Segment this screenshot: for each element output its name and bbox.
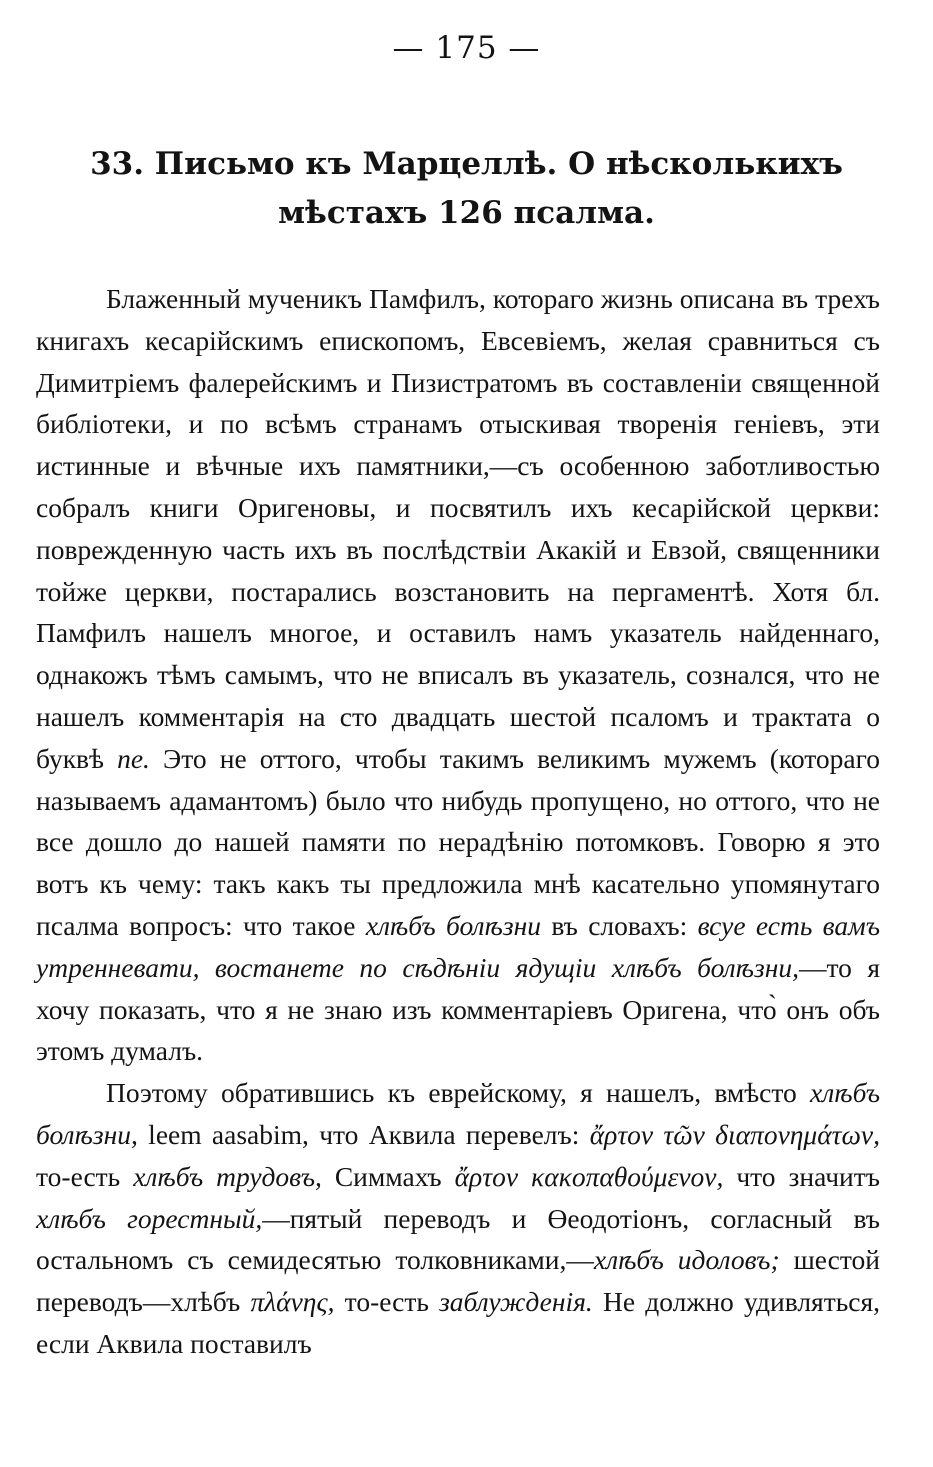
letter-heading (80, 140, 853, 238)
paragraph-1 (36, 278, 880, 1072)
italic-run: ἄρτον τῶν διαπονημάτων, (589, 1118, 880, 1150)
text-run: Поэтому обратившись къ еврейскому, я нашелъ, вмѣсто (106, 1077, 811, 1109)
page-number: — 175 — (392, 30, 541, 66)
italic-run: пе. (117, 742, 150, 774)
letter-body (36, 278, 880, 1365)
italic-run: всуе есть вамъ утренневати, востанете по сѣдѣніи ядущіи хлѣбъ болѣзни, (36, 909, 880, 983)
text-run: —то я хочу показать, что я не знаю изъ комментаріевъ Оригена, что̀ онъ объ этомъ думалъ. (36, 951, 880, 1067)
italic-run: хлѣбъ горестный, (36, 1202, 263, 1234)
italic-run: хлѣбъ болѣзни, (36, 1077, 880, 1150)
text-run: Это не оттого, чтобы такимъ великимъ мужемъ (котораго называемъ адамантомъ) было что нибудь пропущено, но оттого, что не все дошло до нашей памяти по нерадѣнію потомковъ. Говорю я это вотъ къ чему: такъ какъ ты предложила мнѣ касательно упомянутаго псалма вопросъ: что такое (36, 742, 880, 941)
text-run: Блаженный мученикъ Памфилъ, котораго жизнь описана въ трехъ книгахъ кесарійскимъ епископомъ, Евсевіемъ, желая сравниться съ Димитріемъ фалерейскимъ и Пизистратомъ въ составленіи священной библіотеки, и по всѣмъ странамъ отыскивая творенія геніевъ, эти истинные и вѣчные ихъ памятники,—съ особенною заботливостью собралъ книги Оригеновы, и посвятилъ ихъ кесарійской церкви: поврежденную часть ихъ въ послѣдствіи Акакій и Евзой, священники тойже церкви, постарались возстановить на пергаментѣ. Хотя бл. Памфилъ нашелъ многое, и оставилъ намъ указатель найденнаго, однакожъ тѣмъ самымъ, что не вписалъ въ указатель, сознался, что не нашелъ комментарія на сто двадцать шестой псаломъ и трактата о буквѣ (36, 283, 880, 774)
italic-run: хлѣбъ идоловъ; (593, 1244, 780, 1276)
text-run: leem aasabim, что Аквила перевелъ: (137, 1118, 590, 1150)
text-run: въ словахъ: (541, 909, 698, 941)
italic-run: хлѣбъ трудовъ, (133, 1160, 322, 1192)
text-run: что значитъ (723, 1160, 880, 1192)
text-run: шестой переводъ—хлѣбъ (36, 1244, 880, 1318)
heading-line-2: мѣстахъ 126 псалма. (278, 195, 655, 231)
text-run: то-есть (36, 1160, 134, 1192)
italic-run: заблужденія. (439, 1286, 593, 1318)
italic-run: ἄρτον κακοπαθούμενον, (454, 1160, 724, 1192)
text-run: Симмахъ (321, 1160, 455, 1192)
text-run: Не должно удивляться, если Аквила поставилъ (36, 1286, 880, 1359)
paragraph-2 (36, 1072, 880, 1365)
italic-run: πλάνης, (250, 1286, 335, 1318)
text-run: то-есть (334, 1286, 440, 1318)
heading-line-1: 33. Письмо къ Марцеллѣ. О нѣсколькихъ (90, 146, 843, 182)
text-run: —пятый переводъ и Өеодотіонъ, согласный въ остальномъ съ семидесятью толковниками,— (36, 1202, 880, 1276)
italic-run: хлѣбъ болѣзни (365, 909, 542, 941)
